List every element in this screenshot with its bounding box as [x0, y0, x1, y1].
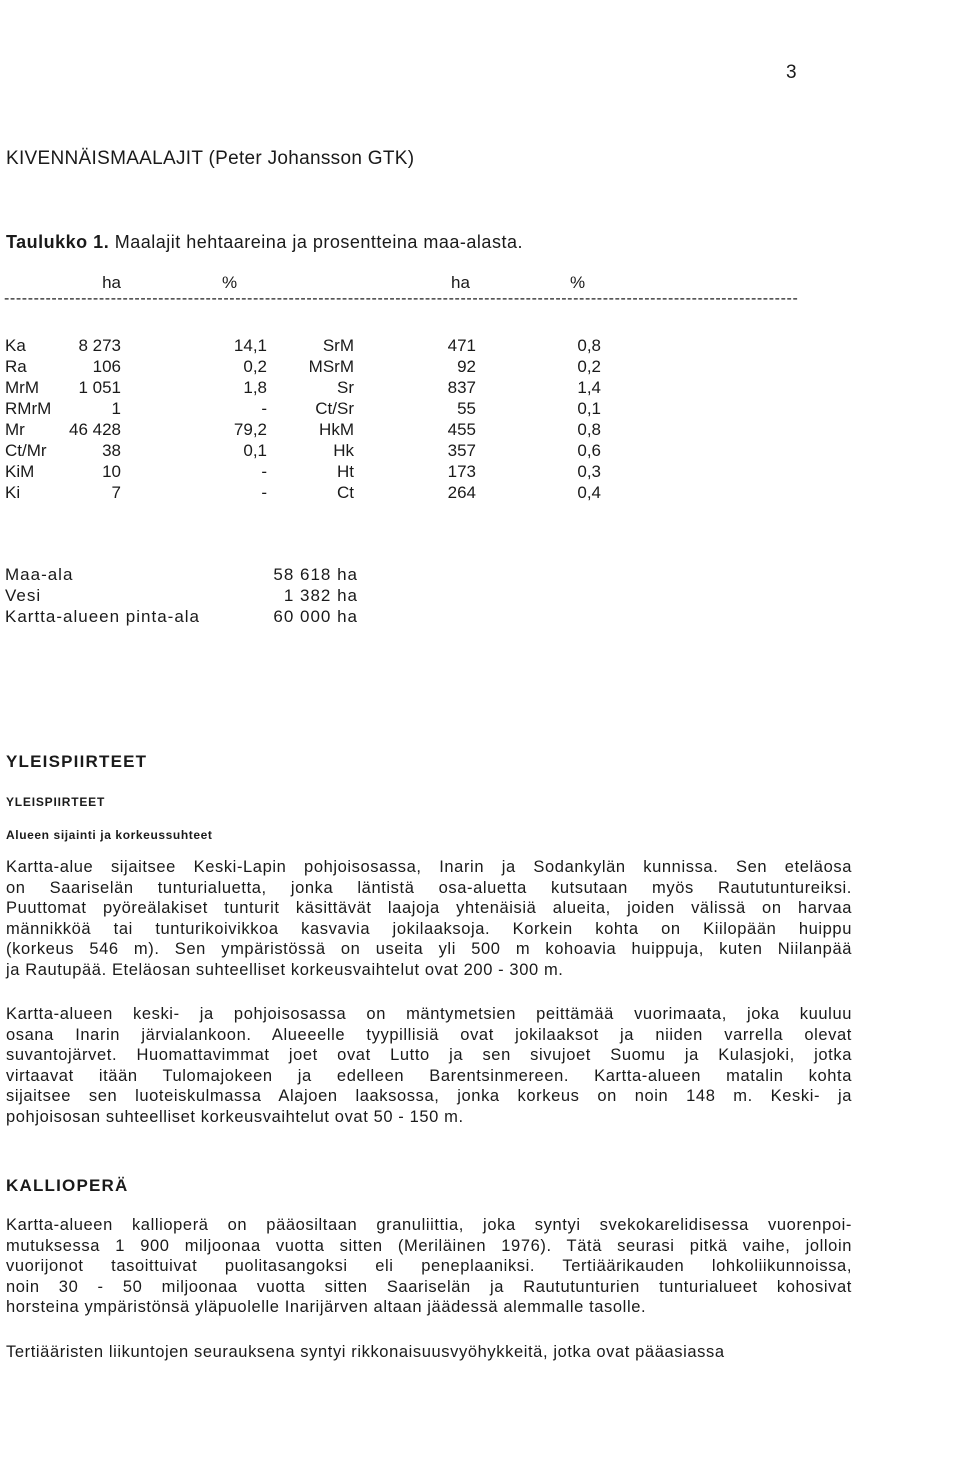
- table-cell: 38: [102, 441, 121, 460]
- table-cell: 10: [102, 462, 121, 481]
- text-line: Kartta-alueen kallioperä on pääosiltaan granuliittia, joka syntyi svekokarelidisessa vuorenpoi-: [6, 1216, 852, 1234]
- table-cell: 0,4: [577, 483, 601, 502]
- table-cell: Sr: [337, 378, 354, 397]
- text-line: horsteina ympäristönsä yläpuolelle Inarijärven altaan jäädessä alemmalle tasolle.: [6, 1298, 647, 1317]
- paragraph-tertiaari: [6, 1343, 852, 1364]
- area-value: 60 000 ha: [273, 607, 358, 626]
- text-line: vuorijonot tasoittuivat puolitasangoksi eli peneplaaniksi. Tertiäärikauden lohkoliikunnoissa,: [6, 1257, 852, 1276]
- area-label: Kartta-alueen pinta-ala: [5, 607, 201, 626]
- table-row: [0, 441, 960, 462]
- table-cell: Ka: [5, 336, 26, 355]
- table-cell: Mr: [5, 420, 25, 439]
- table-row: [0, 420, 960, 441]
- text-line: virtaavat itään Tulomajokeen ja edelleen Barentsinmereen. Kartta-alueen matalin kohta: [6, 1066, 852, 1085]
- table-cell: RMrM: [5, 399, 52, 418]
- table-cell: 1,4: [577, 378, 601, 397]
- table-header-percent-2: %: [570, 273, 586, 292]
- table-cell: 471: [447, 336, 476, 355]
- table-cell: SrM: [322, 336, 354, 355]
- section-heading-kalliopera: KALLIOPERÄ: [6, 1176, 129, 1195]
- table-cell: 0,1: [243, 441, 267, 460]
- table-cell: 455: [447, 420, 476, 439]
- table-cell: 0,3: [577, 462, 601, 481]
- area-value: 1 382 ha: [283, 586, 358, 605]
- table-cell: 46 428: [69, 420, 121, 439]
- table-cell: MrM: [5, 378, 39, 397]
- text-line: Puuttomat pyöreälakiset tunturit käsittävät laajoja yhtenäisiä alueita, joiden välissä on harvaa: [6, 899, 852, 918]
- table-cell: 55: [457, 399, 476, 418]
- table-cell: Hk: [333, 441, 354, 460]
- text-line: noin 30 - 50 miljoonaa vuotta sitten Saariselän ja Raututunturien tunturialueet kohosivat: [6, 1277, 852, 1296]
- table-cell: Ct/Mr: [5, 441, 47, 460]
- area-row: [0, 607, 960, 629]
- table-cell: 106: [92, 357, 121, 376]
- text-line: Tertiääristen liikuntojen seurauksena syntyi rikkonaisuusvyöhykkeitä, jotka ovat pääasiassa: [6, 1343, 725, 1361]
- table-header-percent-1: %: [222, 273, 238, 292]
- paragraph-kalliopera: [6, 1216, 852, 1319]
- table-cell: HkM: [319, 420, 354, 439]
- table-cell: 8 273: [78, 336, 121, 355]
- table-cell: 1 051: [78, 378, 121, 397]
- table-cell: 1,8: [243, 378, 267, 397]
- table-cell: -: [261, 399, 267, 418]
- table-cell: -: [261, 462, 267, 481]
- table-cell: 7: [111, 483, 121, 502]
- table-cell: 357: [447, 441, 476, 460]
- subheading-sijainti: Alueen sijainti ja korkeussuhteet: [6, 828, 213, 842]
- table-cell: 0,2: [243, 357, 267, 376]
- table-cell: -: [261, 483, 267, 502]
- text-line: Kartta-alueen keski- ja pohjoisosassa on mäntymetsien peittämää vuorimaata, joka kuuluu: [6, 1005, 852, 1023]
- table-row: [0, 378, 960, 399]
- table-cell: 837: [447, 378, 476, 397]
- table-cell: Ra: [5, 357, 27, 376]
- table-cell: 0,8: [577, 336, 601, 355]
- table-header-ha-1: ha: [102, 273, 121, 292]
- table-cell: 79,2: [233, 420, 267, 439]
- text-line: mutuksessa 1 900 miljoonaa vuotta sitten (Meriläinen 1976). Tätä seurasi pitkä vaihe, jolloin: [6, 1236, 852, 1255]
- text-line: sijaitsee sen luoteiskulmassa Alajoen laaksossa, jonka korkeus on noin 148 m. Keski- ja: [6, 1087, 852, 1106]
- table-caption: [6, 232, 523, 253]
- section-heading-yleispiirteet-small: YLEISPIIRTEET: [6, 795, 106, 809]
- area-row: [0, 586, 960, 608]
- table-cell: 0,8: [577, 420, 601, 439]
- table-row: [0, 483, 960, 504]
- section-heading-yleispiirteet: YLEISPIIRTEET: [6, 752, 148, 771]
- text-line: Kartta-alue sijaitsee Keski-Lapin pohjoisosassa, Inarin ja Sodankylän kunnissa. Sen eteläosa: [6, 858, 852, 876]
- table-caption-text: Maalajit hehtaareina ja prosentteina maa-alasta.: [114, 232, 523, 252]
- table-cell: Ht: [337, 462, 354, 481]
- table-cell: 1: [111, 399, 121, 418]
- table-header-ha-2: ha: [451, 273, 470, 292]
- text-line: pohjoisosan suhteelliset korkeusvaihtelut ovat 50 - 150 m.: [6, 1107, 464, 1126]
- page-title: KIVENNÄISMAALAJIT (Peter Johansson GTK): [6, 148, 415, 169]
- table-cell: 0,2: [577, 357, 601, 376]
- table-row: [0, 336, 960, 357]
- table-cell: 173: [447, 462, 476, 481]
- text-line: on Saariselän tunturialuetta, jonka läntistä osa-aluetta kutsutaan myös Raututuntureiksi.: [6, 878, 852, 897]
- table-cell: MSrM: [308, 357, 354, 376]
- table-cell: 264: [447, 483, 476, 502]
- area-label: Maa-ala: [5, 565, 74, 584]
- text-line: suvantojärvet. Huomattavimmat joet ovat Lutto ja sen sivujoet Suomu ja Kulasjoki, jotka: [6, 1046, 852, 1065]
- table-row: [0, 357, 960, 378]
- table-cell: 92: [457, 357, 476, 376]
- text-line: (korkeus 546 m). Sen ympäristössä on useita yli 500 m kohoavia huippuja, kuten Niilanpää: [6, 940, 852, 959]
- table-cell: KiM: [5, 462, 35, 481]
- table-cell: Ki: [5, 483, 21, 502]
- table-cell: 14,1: [233, 336, 267, 355]
- table-cell: Ct/Sr: [315, 399, 354, 418]
- text-line: ja Rautupää. Eteläosan suhteelliset korkeusvaihtelut ovat 200 - 300 m.: [6, 960, 564, 979]
- table-caption-label: Taulukko 1.: [6, 232, 110, 252]
- table-row: [0, 399, 960, 420]
- area-value: 58 618 ha: [273, 565, 358, 584]
- area-label: Vesi: [5, 586, 42, 605]
- table-cell: 0,1: [577, 399, 601, 418]
- text-line: männikköä tai tunturikoivikkoa kasvavia jokilaaksoja. Korkein kohta on Kiilopään huippu: [6, 919, 852, 938]
- table-cell: 0,6: [577, 441, 601, 460]
- paragraph-sijainti: [6, 858, 852, 982]
- table-separator: --------------------------------------------------------------------------------------------------------------------------------------: [4, 290, 799, 307]
- area-row: [0, 565, 960, 587]
- paragraph-keskiosa: [6, 1005, 852, 1129]
- table-row: [0, 462, 960, 483]
- table-cell: Ct: [337, 483, 354, 502]
- page-number: 3: [786, 62, 797, 83]
- text-line: osana Inarin järvialankoon. Alueeelle tyypillisiä ovat jokilaaksot ja niiden varrella olevat: [6, 1025, 852, 1044]
